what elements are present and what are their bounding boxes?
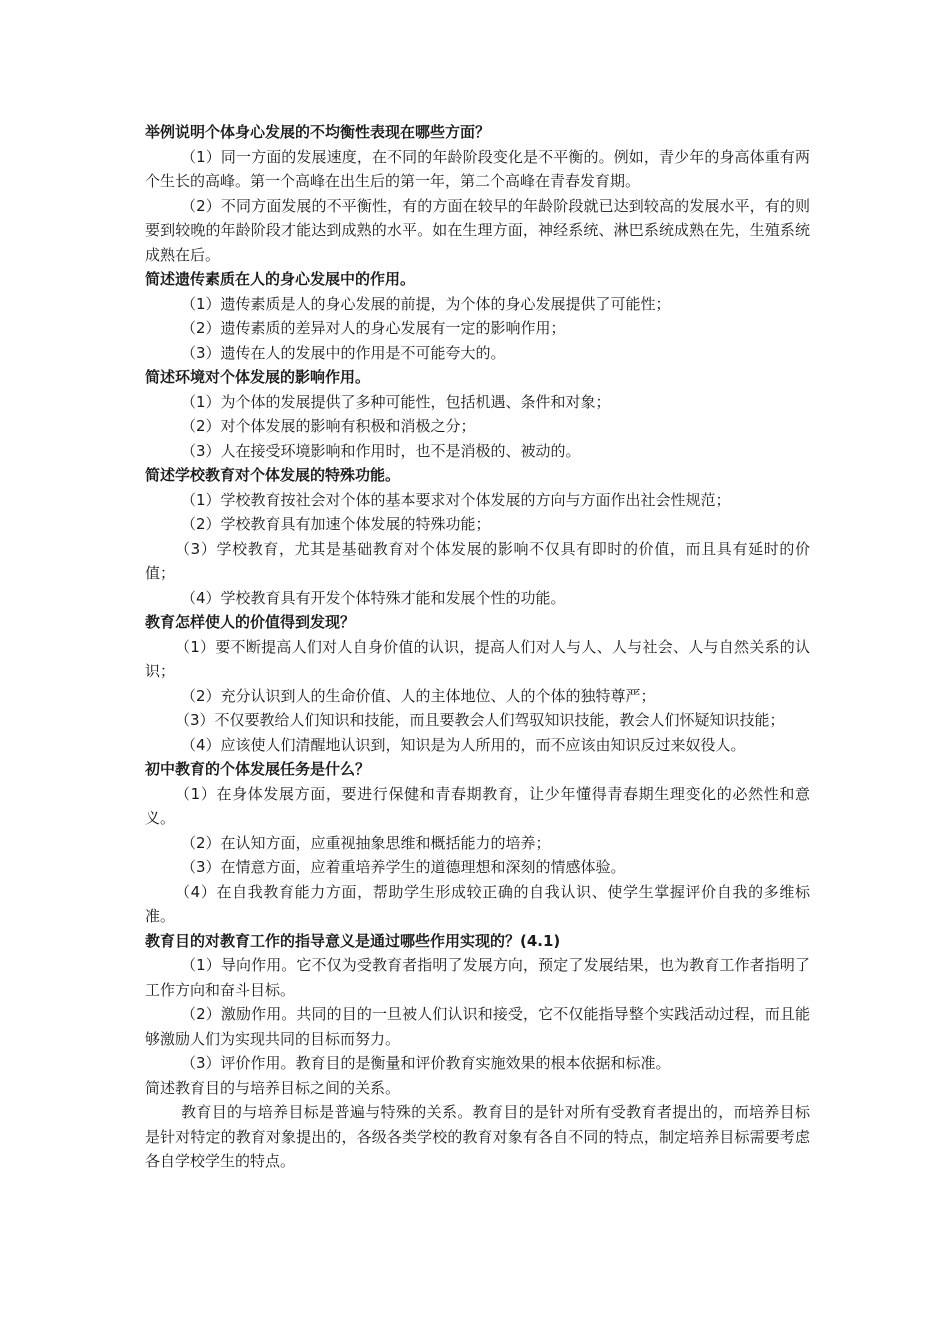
answer-paragraph: 教育目的与培养目标是普遍与特殊的关系。教育目的是针对所有受教育者提出的，而培养目标是针对特定的教育对象提出的，各级各类学校的教育对象有各自不同的特点，制定培养目标需要考虑各自学校学生的特点。 [145, 1103, 810, 1170]
answer-paragraph: （3）在情意方面，应着重培养学生的道德理想和深刻的情感体验。 [181, 858, 626, 876]
section-school-education [145, 463, 810, 610]
answer-paragraph: （3）遗传在人的发展中的作用是不可能夸大的。 [181, 343, 506, 362]
question-heading: 简述环境对个体发展的影响作用。 [145, 368, 371, 386]
answer-paragraph: （4）学校教育具有开发个体特殊才能和发展个性的功能。 [181, 588, 566, 607]
answer-paragraph: （4）应该使人们清醒地认识到，知识是为人所用的，而不应该由知识反过来奴役人。 [181, 735, 746, 754]
section-aims-vs-objectives [145, 1076, 810, 1174]
answer-paragraph: （4）在自我教育能力方面，帮助学生形成较正确的自我认识、使学生掌握评价自我的多维标准。 [145, 882, 810, 925]
answer-paragraph: （3）评价作用。教育目的是衡量和评价教育实施效果的根本依据和标准。 [181, 1054, 671, 1072]
question-heading: 举例说明个体身心发展的不均衡性表现在哪些方面？ [145, 123, 491, 141]
answer-paragraph: （2）激励作用。共同的目的一旦被人们认识和接受，它不仅能指导整个实践活动过程，而且能够激励人们为实现共同的目标而努力。 [145, 1005, 810, 1048]
answer-paragraph: （3）人在接受环境影响和作用时，也不是消极的、被动的。 [181, 441, 581, 460]
answer-paragraph: （3）学校教育，尤其是基础教育对个体发展的影响不仅具有即时的价值，而且具有延时的价值； [145, 539, 810, 582]
question-heading: 简述教育目的与培养目标之间的关系。 [145, 1078, 401, 1097]
question-heading: 简述遗传素质在人的身心发展中的作用。 [145, 270, 416, 288]
question-heading: 教育目的对教育工作的指导意义是通过哪些作用实现的？(4.1) [145, 931, 561, 950]
answer-paragraph: （1）要不断提高人们对人自身价值的认识，提高人们对人与人、人与社会、人与自然关系的认识； [145, 637, 810, 680]
answer-paragraph: （1）为个体的发展提供了多种可能性，包括机遇、条件和对象； [181, 392, 611, 411]
section-uneven-development [145, 120, 810, 267]
answer-paragraph: （2）在认知方面，应重视抽象思维和概括能力的培养； [181, 833, 551, 852]
section-educational-aims [145, 929, 810, 1076]
answer-paragraph: （3）不仅要教给人们知识和技能，而且要教会人们驾驭知识技能，教会人们怀疑知识技能； [175, 711, 785, 729]
section-human-value [145, 610, 810, 757]
answer-paragraph: （2）充分认识到人的生命价值、人的主体地位、人的个体的独特尊严； [181, 686, 656, 705]
answer-paragraph: （1）在身体发展方面，要进行保健和青春期教育，让少年懂得青春期生理变化的必然性和意义。 [145, 784, 810, 827]
question-heading: 教育怎样使人的价值得到发现？ [145, 613, 356, 631]
answer-paragraph: （2）遗传素质的差异对人的身心发展有一定的影响作用； [181, 319, 566, 337]
answer-paragraph: （1）同一方面的发展速度，在不同的年龄阶段变化是不平衡的。例如，青少年的身高体重有两个生长的高峰。第一个高峰在出生后的第一年，第二个高峰在青春发育期。 [145, 147, 810, 190]
section-environment [145, 365, 810, 463]
answer-paragraph: （2）学校教育具有加速个体发展的特殊功能； [181, 515, 491, 533]
question-heading: 初中教育的个体发展任务是什么？ [145, 760, 371, 778]
answer-paragraph: （2）不同方面发展的不平衡性，有的方面在较早的年龄阶段就已达到较高的发展水平，有的则要到较晚的年龄阶段才能达到成熟的水平。如在生理方面，神经系统、淋巴系统成熟在先，生殖系统成熟在后。 [145, 196, 810, 264]
section-junior-high-tasks [145, 757, 810, 929]
answer-paragraph: （1）导向作用。它不仅为受教育者指明了发展方向，预定了发展结果，也为教育工作者指明了工作方向和奋斗目标。 [145, 956, 810, 999]
answer-paragraph: （1）学校教育按社会对个体的基本要求对个体发展的方向与方面作出社会性规范； [181, 490, 731, 509]
section-heredity [145, 267, 810, 365]
answer-paragraph: （1）遗传素质是人的身心发展的前提，为个体的身心发展提供了可能性； [181, 294, 671, 313]
question-heading: 简述学校教育对个体发展的特殊功能。 [145, 466, 401, 484]
answer-paragraph: （2）对个体发展的影响有积极和消极之分； [181, 417, 476, 435]
